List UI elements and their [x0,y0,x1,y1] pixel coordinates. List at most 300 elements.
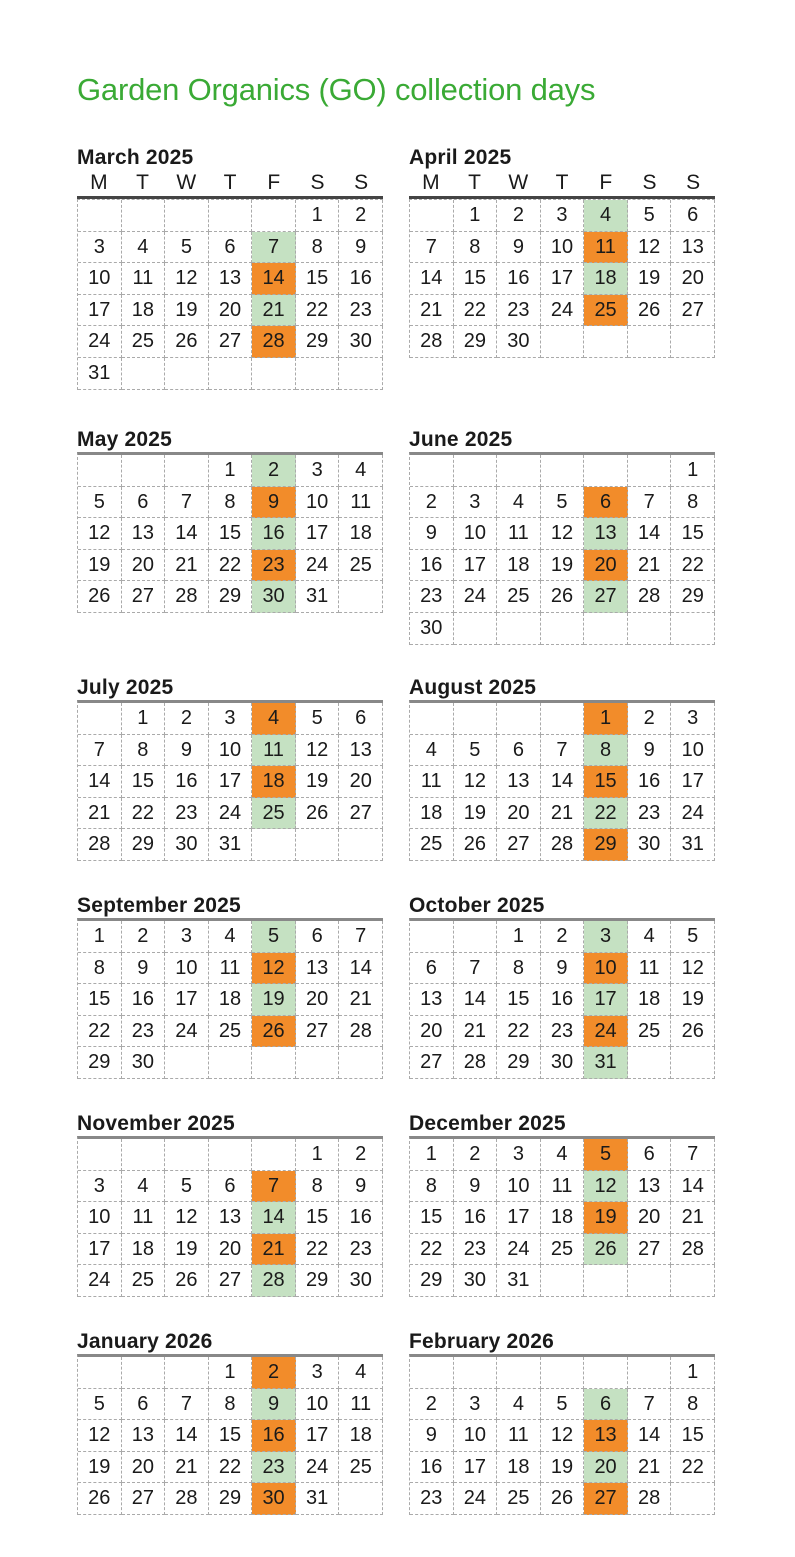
day-cell-green-collection: 11 [252,735,296,767]
day-cell: 16 [454,1202,498,1234]
day-cell-green-collection: 20 [584,1452,628,1484]
day-cell: 15 [209,1420,253,1452]
weekday-header: M [422,171,440,194]
day-cell: 4 [497,1389,541,1421]
day-cell: 30 [165,829,209,861]
day-cell: 1 [78,921,122,953]
day-cell: 2 [410,487,454,519]
day-cell: 18 [339,1420,383,1452]
day-cell-green-collection: 31 [584,1047,628,1079]
day-cell: 7 [410,232,454,264]
day-cell: 24 [78,326,122,358]
day-cell: 27 [296,1016,340,1048]
day-cell: 17 [454,1452,498,1484]
day-cell: 21 [671,1202,715,1234]
day-cell: 15 [454,263,498,295]
day-cell: 23 [541,1016,585,1048]
day-cell: 9 [339,232,383,264]
day-cell: 18 [339,518,383,550]
empty-day-cell [671,1483,715,1515]
day-cell: 27 [671,295,715,327]
day-cell: 27 [122,1483,166,1515]
day-cell: 30 [541,1047,585,1079]
day-cell: 27 [122,581,166,613]
day-cell-orange-collection: 18 [252,766,296,798]
day-cell: 9 [497,232,541,264]
day-cell: 24 [454,581,498,613]
day-cell: 16 [628,766,672,798]
empty-day-cell [497,703,541,735]
day-cell: 17 [671,766,715,798]
day-cell: 2 [165,703,209,735]
day-cell-green-collection: 6 [584,1389,628,1421]
empty-day-cell [454,455,498,487]
empty-day-cell [165,1139,209,1171]
day-cell: 14 [671,1171,715,1203]
month-day-grid [409,918,715,1079]
day-cell: 25 [339,1452,383,1484]
day-cell: 3 [209,703,253,735]
month-calendar [409,1330,715,1515]
day-cell: 30 [410,613,454,645]
day-cell: 5 [541,487,585,519]
day-cell: 5 [78,487,122,519]
month-calendar [77,1112,383,1297]
day-cell: 26 [541,1483,585,1515]
day-cell: 19 [541,1452,585,1484]
day-cell: 8 [454,232,498,264]
day-cell: 1 [497,921,541,953]
day-cell: 27 [209,326,253,358]
day-cell: 10 [165,953,209,985]
weekday-header: S [354,171,369,194]
month-title: October 2025 [409,894,545,917]
empty-day-cell [122,358,166,390]
day-cell: 10 [296,487,340,519]
day-cell: 17 [165,984,209,1016]
day-cell: 1 [671,1357,715,1389]
day-cell: 1 [410,1139,454,1171]
day-cell-orange-collection: 5 [584,1139,628,1171]
day-cell: 29 [78,1047,122,1079]
day-cell: 27 [497,829,541,861]
day-cell: 16 [339,1202,383,1234]
day-cell: 29 [209,1483,253,1515]
day-cell: 18 [410,798,454,830]
day-cell: 28 [454,1047,498,1079]
day-cell: 5 [165,232,209,264]
empty-day-cell [628,326,672,358]
day-cell: 31 [497,1265,541,1297]
day-cell: 24 [165,1016,209,1048]
day-cell: 28 [410,326,454,358]
day-cell: 26 [454,829,498,861]
day-cell: 20 [671,263,715,295]
day-cell: 11 [541,1171,585,1203]
month-day-grid [77,1354,383,1515]
day-cell-green-collection: 3 [584,921,628,953]
day-cell: 14 [628,518,672,550]
day-cell: 26 [541,581,585,613]
day-cell: 12 [671,953,715,985]
empty-day-cell [497,613,541,645]
day-cell: 5 [454,735,498,767]
day-cell-green-collection: 4 [584,200,628,232]
day-cell: 25 [410,829,454,861]
day-cell-orange-collection: 28 [252,326,296,358]
empty-day-cell [339,829,383,861]
month-title: September 2025 [77,894,241,917]
day-cell: 14 [165,518,209,550]
empty-day-cell [252,1139,296,1171]
day-cell: 17 [209,766,253,798]
day-cell: 1 [454,200,498,232]
day-cell: 15 [122,766,166,798]
day-cell-orange-collection: 13 [584,1420,628,1452]
day-cell: 4 [497,487,541,519]
day-cell: 12 [165,1202,209,1234]
day-cell: 6 [209,1171,253,1203]
day-cell: 18 [541,1202,585,1234]
day-cell-orange-collection: 24 [584,1016,628,1048]
empty-day-cell [671,1265,715,1297]
day-cell: 28 [628,1483,672,1515]
day-cell: 4 [209,921,253,953]
day-cell: 30 [628,829,672,861]
day-cell: 2 [410,1389,454,1421]
day-cell: 9 [454,1171,498,1203]
day-cell: 23 [410,581,454,613]
empty-day-cell [410,455,454,487]
day-cell: 25 [122,1265,166,1297]
day-cell: 7 [671,1139,715,1171]
day-cell: 7 [628,1389,672,1421]
day-cell-green-collection: 28 [252,1265,296,1297]
empty-day-cell [628,613,672,645]
month-title: April 2025 [409,146,512,169]
day-cell: 23 [410,1483,454,1515]
day-cell: 17 [296,518,340,550]
day-cell: 4 [541,1139,585,1171]
day-cell: 3 [165,921,209,953]
day-cell: 2 [628,703,672,735]
empty-day-cell [584,455,628,487]
day-cell: 15 [497,984,541,1016]
day-cell: 11 [209,953,253,985]
empty-day-cell [78,703,122,735]
month-title: January 2026 [77,1330,213,1353]
empty-day-cell [454,613,498,645]
empty-day-cell [209,1047,253,1079]
day-cell: 11 [410,766,454,798]
day-cell: 29 [454,326,498,358]
day-cell: 16 [410,550,454,582]
day-cell: 18 [497,550,541,582]
empty-day-cell [165,358,209,390]
day-cell: 7 [165,1389,209,1421]
day-cell: 22 [209,550,253,582]
day-cell-green-collection: 25 [252,798,296,830]
empty-day-cell [628,1047,672,1079]
day-cell: 18 [122,1234,166,1266]
empty-day-cell [541,613,585,645]
weekday-header: T [136,171,149,194]
day-cell: 2 [541,921,585,953]
day-cell: 24 [78,1265,122,1297]
day-cell: 10 [296,1389,340,1421]
weekday-header: S [642,171,657,194]
day-cell: 19 [541,550,585,582]
day-cell: 1 [209,1357,253,1389]
month-calendar [409,146,715,358]
day-cell: 28 [541,829,585,861]
day-cell: 6 [671,200,715,232]
day-cell: 19 [165,1234,209,1266]
day-cell: 22 [209,1452,253,1484]
day-cell: 3 [497,1139,541,1171]
month-day-grid [409,452,715,645]
empty-day-cell [165,455,209,487]
empty-day-cell [78,455,122,487]
day-cell: 3 [296,1357,340,1389]
month-title: May 2025 [77,428,173,451]
day-cell: 17 [78,1234,122,1266]
day-cell: 23 [339,295,383,327]
day-cell: 9 [541,953,585,985]
day-cell-orange-collection: 30 [252,1483,296,1515]
day-cell: 12 [454,766,498,798]
empty-day-cell [410,921,454,953]
day-cell: 2 [339,200,383,232]
day-cell: 29 [497,1047,541,1079]
day-cell: 4 [410,735,454,767]
day-cell-orange-collection: 4 [252,703,296,735]
day-cell: 14 [541,766,585,798]
day-cell: 4 [122,1171,166,1203]
day-cell: 22 [671,1452,715,1484]
day-cell: 29 [410,1265,454,1297]
empty-day-cell [454,703,498,735]
day-cell: 14 [454,984,498,1016]
day-cell: 12 [541,1420,585,1452]
empty-day-cell [541,1357,585,1389]
month-calendar [409,1112,715,1297]
weekday-header: W [508,171,529,194]
empty-day-cell [252,200,296,232]
day-cell: 5 [671,921,715,953]
day-cell: 6 [339,703,383,735]
day-cell: 8 [671,1389,715,1421]
empty-day-cell [497,1357,541,1389]
day-cell: 7 [541,735,585,767]
month-calendar [409,428,715,645]
month-calendar [77,894,383,1079]
day-cell: 2 [122,921,166,953]
day-cell: 31 [209,829,253,861]
day-cell: 31 [78,358,122,390]
day-cell: 6 [122,487,166,519]
day-cell-orange-collection: 9 [252,487,296,519]
day-cell: 25 [541,1234,585,1266]
day-cell: 1 [671,455,715,487]
empty-day-cell [339,1483,383,1515]
day-cell: 21 [628,1452,672,1484]
day-cell-orange-collection: 21 [252,1234,296,1266]
day-cell: 15 [671,1420,715,1452]
empty-day-cell [209,1139,253,1171]
month-calendar [77,146,383,390]
day-cell: 11 [339,487,383,519]
day-cell: 22 [454,295,498,327]
day-cell: 10 [78,1202,122,1234]
day-cell: 7 [628,487,672,519]
empty-day-cell [252,358,296,390]
day-cell-orange-collection: 7 [252,1171,296,1203]
day-cell: 13 [671,232,715,264]
day-cell-orange-collection: 15 [584,766,628,798]
month-title: December 2025 [409,1112,566,1135]
day-cell: 3 [454,1389,498,1421]
page-title: Garden Organics (GO) collection days [77,72,596,107]
day-cell: 27 [209,1265,253,1297]
day-cell: 10 [454,518,498,550]
empty-day-cell [671,1047,715,1079]
day-cell: 13 [122,518,166,550]
empty-day-cell [584,326,628,358]
month-day-grid [77,918,383,1079]
day-cell: 28 [165,1483,209,1515]
empty-day-cell [165,1357,209,1389]
empty-day-cell [541,1265,585,1297]
weekday-header-row [409,170,715,199]
day-cell: 4 [122,232,166,264]
month-calendar [77,428,383,613]
day-cell: 9 [628,735,672,767]
day-cell: 17 [296,1420,340,1452]
day-cell: 25 [122,326,166,358]
day-cell: 17 [497,1202,541,1234]
day-cell: 19 [165,295,209,327]
empty-day-cell [584,1265,628,1297]
month-day-grid [77,199,383,390]
month-title: November 2025 [77,1112,235,1135]
weekday-header-row [77,170,383,199]
day-cell: 25 [497,1483,541,1515]
empty-day-cell [497,455,541,487]
day-cell: 27 [628,1234,672,1266]
day-cell: 17 [78,295,122,327]
day-cell: 11 [122,263,166,295]
day-cell: 23 [339,1234,383,1266]
day-cell: 23 [122,1016,166,1048]
day-cell: 5 [541,1389,585,1421]
day-cell: 15 [209,518,253,550]
day-cell: 20 [410,1016,454,1048]
day-cell: 3 [541,200,585,232]
day-cell: 15 [296,263,340,295]
day-cell-green-collection: 17 [584,984,628,1016]
day-cell: 20 [209,1234,253,1266]
day-cell: 26 [628,295,672,327]
day-cell-orange-collection: 12 [252,953,296,985]
day-cell: 16 [497,263,541,295]
empty-day-cell [339,581,383,613]
day-cell: 31 [671,829,715,861]
day-cell: 24 [296,550,340,582]
day-cell: 15 [78,984,122,1016]
empty-day-cell [584,613,628,645]
month-calendar [409,894,715,1079]
day-cell: 12 [78,518,122,550]
empty-day-cell [252,1047,296,1079]
day-cell: 8 [78,953,122,985]
empty-day-cell [78,200,122,232]
day-cell: 26 [671,1016,715,1048]
empty-day-cell [454,921,498,953]
day-cell: 28 [339,1016,383,1048]
day-cell: 12 [78,1420,122,1452]
empty-day-cell [209,200,253,232]
weekday-header: T [555,171,569,194]
day-cell: 12 [628,232,672,264]
day-cell: 1 [209,455,253,487]
day-cell: 14 [628,1420,672,1452]
day-cell: 21 [541,798,585,830]
day-cell: 18 [209,984,253,1016]
day-cell: 11 [497,518,541,550]
day-cell: 6 [296,921,340,953]
empty-day-cell [628,1265,672,1297]
day-cell: 14 [339,953,383,985]
empty-day-cell [122,1357,166,1389]
empty-day-cell [584,1357,628,1389]
day-cell-orange-collection: 10 [584,953,628,985]
day-cell: 1 [296,1139,340,1171]
weekday-header: F [599,171,613,194]
day-cell: 10 [209,735,253,767]
day-cell: 20 [296,984,340,1016]
weekday-header: T [468,171,481,194]
day-cell-orange-collection: 2 [252,1357,296,1389]
day-cell: 29 [296,1265,340,1297]
day-cell-orange-collection: 11 [584,232,628,264]
day-cell-green-collection: 27 [584,581,628,613]
day-cell: 12 [541,518,585,550]
day-cell: 22 [296,295,340,327]
day-cell: 24 [454,1483,498,1515]
day-cell: 20 [339,766,383,798]
empty-day-cell [296,358,340,390]
day-cell: 8 [209,1389,253,1421]
day-cell-green-collection: 13 [584,518,628,550]
month-calendar [409,676,715,861]
day-cell: 9 [165,735,209,767]
empty-day-cell [165,200,209,232]
day-cell: 10 [671,735,715,767]
day-cell: 27 [410,1047,454,1079]
day-cell: 29 [122,829,166,861]
empty-day-cell [339,1047,383,1079]
day-cell: 13 [209,1202,253,1234]
weekday-header: W [176,171,197,194]
empty-day-cell [78,1139,122,1171]
day-cell-orange-collection: 6 [584,487,628,519]
day-cell: 21 [454,1016,498,1048]
empty-day-cell [671,613,715,645]
day-cell-green-collection: 2 [252,455,296,487]
day-cell: 6 [122,1389,166,1421]
day-cell: 21 [339,984,383,1016]
